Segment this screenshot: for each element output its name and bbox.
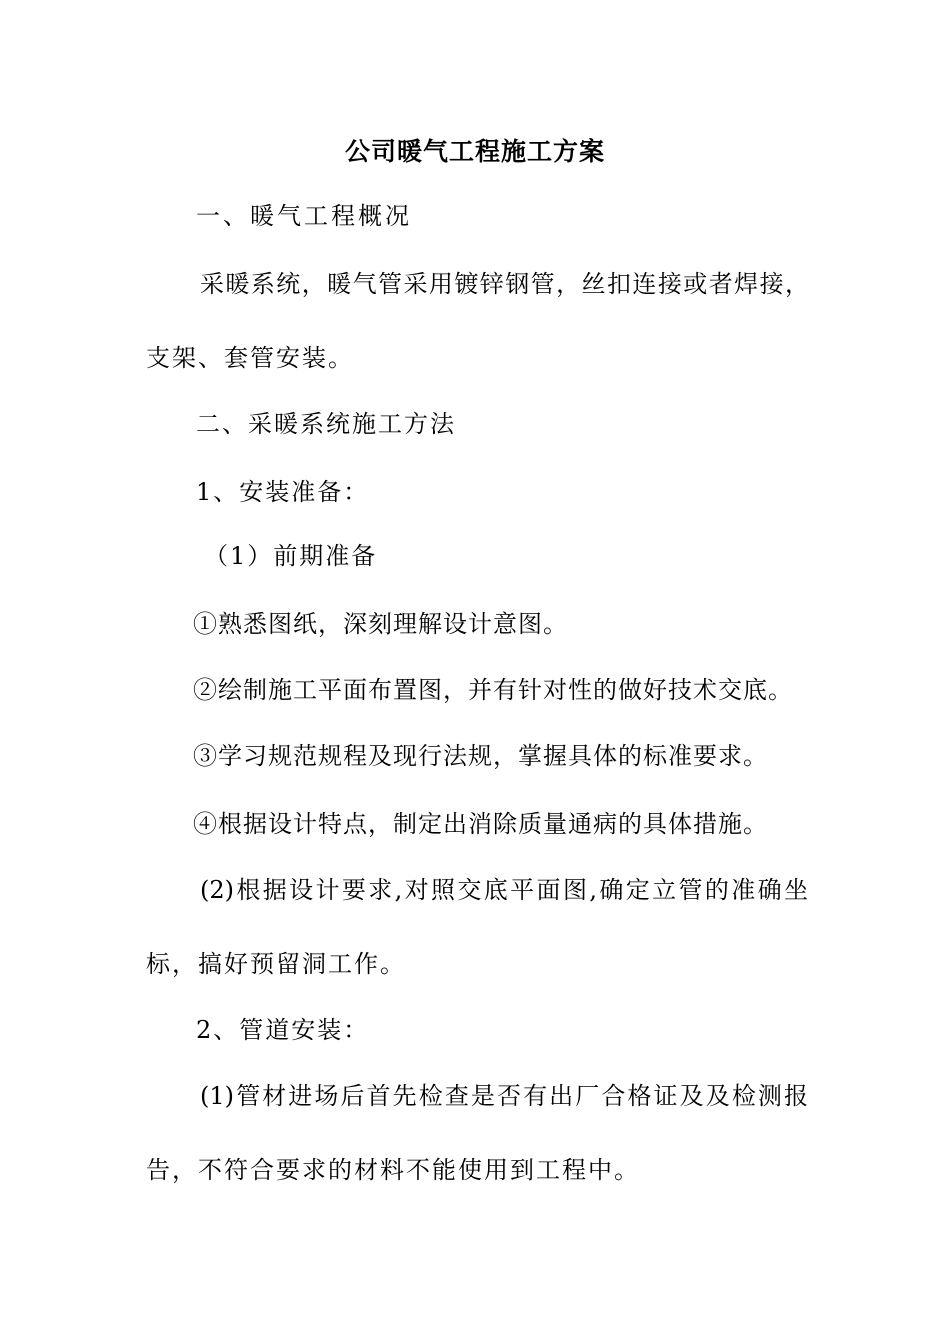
- list-item-4: ④根据设计特点，制定出消除质量通病的具体措施。: [193, 810, 768, 838]
- section-heading-construction-method: 二、采暖系统施工方法: [196, 410, 456, 438]
- paragraph-pipe-inspection-line-2: 告，不符合要求的材料不能使用到工程中。: [146, 1156, 640, 1184]
- paragraph-coordinates-line-1: (2)根据设计要求,对照交底平面图,确定立管的准确坐: [200, 876, 808, 904]
- paragraph-heating-system-line-1: 采暖系统，暖气管采用镀锌钢管，丝扣连接或者焊接，: [200, 270, 810, 298]
- list-item-3: ③学习规范规程及现行法规，掌握具体的标准要求。: [193, 742, 768, 770]
- section-heading-overview: 一、暖气工程概况: [196, 202, 412, 230]
- paragraph-pipe-inspection-line-1: (1)管材进场后首先检查是否有出厂合格证及及检测报: [200, 1082, 808, 1110]
- subsection-heading-installation-prep: 1、安装准备：: [196, 478, 370, 506]
- list-item-2: ②绘制施工平面布置图，并有针对性的做好技术交底。: [193, 676, 793, 704]
- paragraph-heating-system-line-2: 支架、套管安装。: [146, 344, 354, 372]
- item-heading-preliminary-prep: （1）前期准备: [204, 542, 378, 570]
- paragraph-coordinates-line-2: 标，搞好预留洞工作。: [146, 950, 406, 978]
- list-item-1: ①熟悉图纸，深刻理解设计意图。: [193, 610, 568, 638]
- subsection-heading-pipe-installation: 2、管道安装：: [196, 1016, 370, 1044]
- document-title: 公司暖气工程施工方案: [344, 137, 605, 166]
